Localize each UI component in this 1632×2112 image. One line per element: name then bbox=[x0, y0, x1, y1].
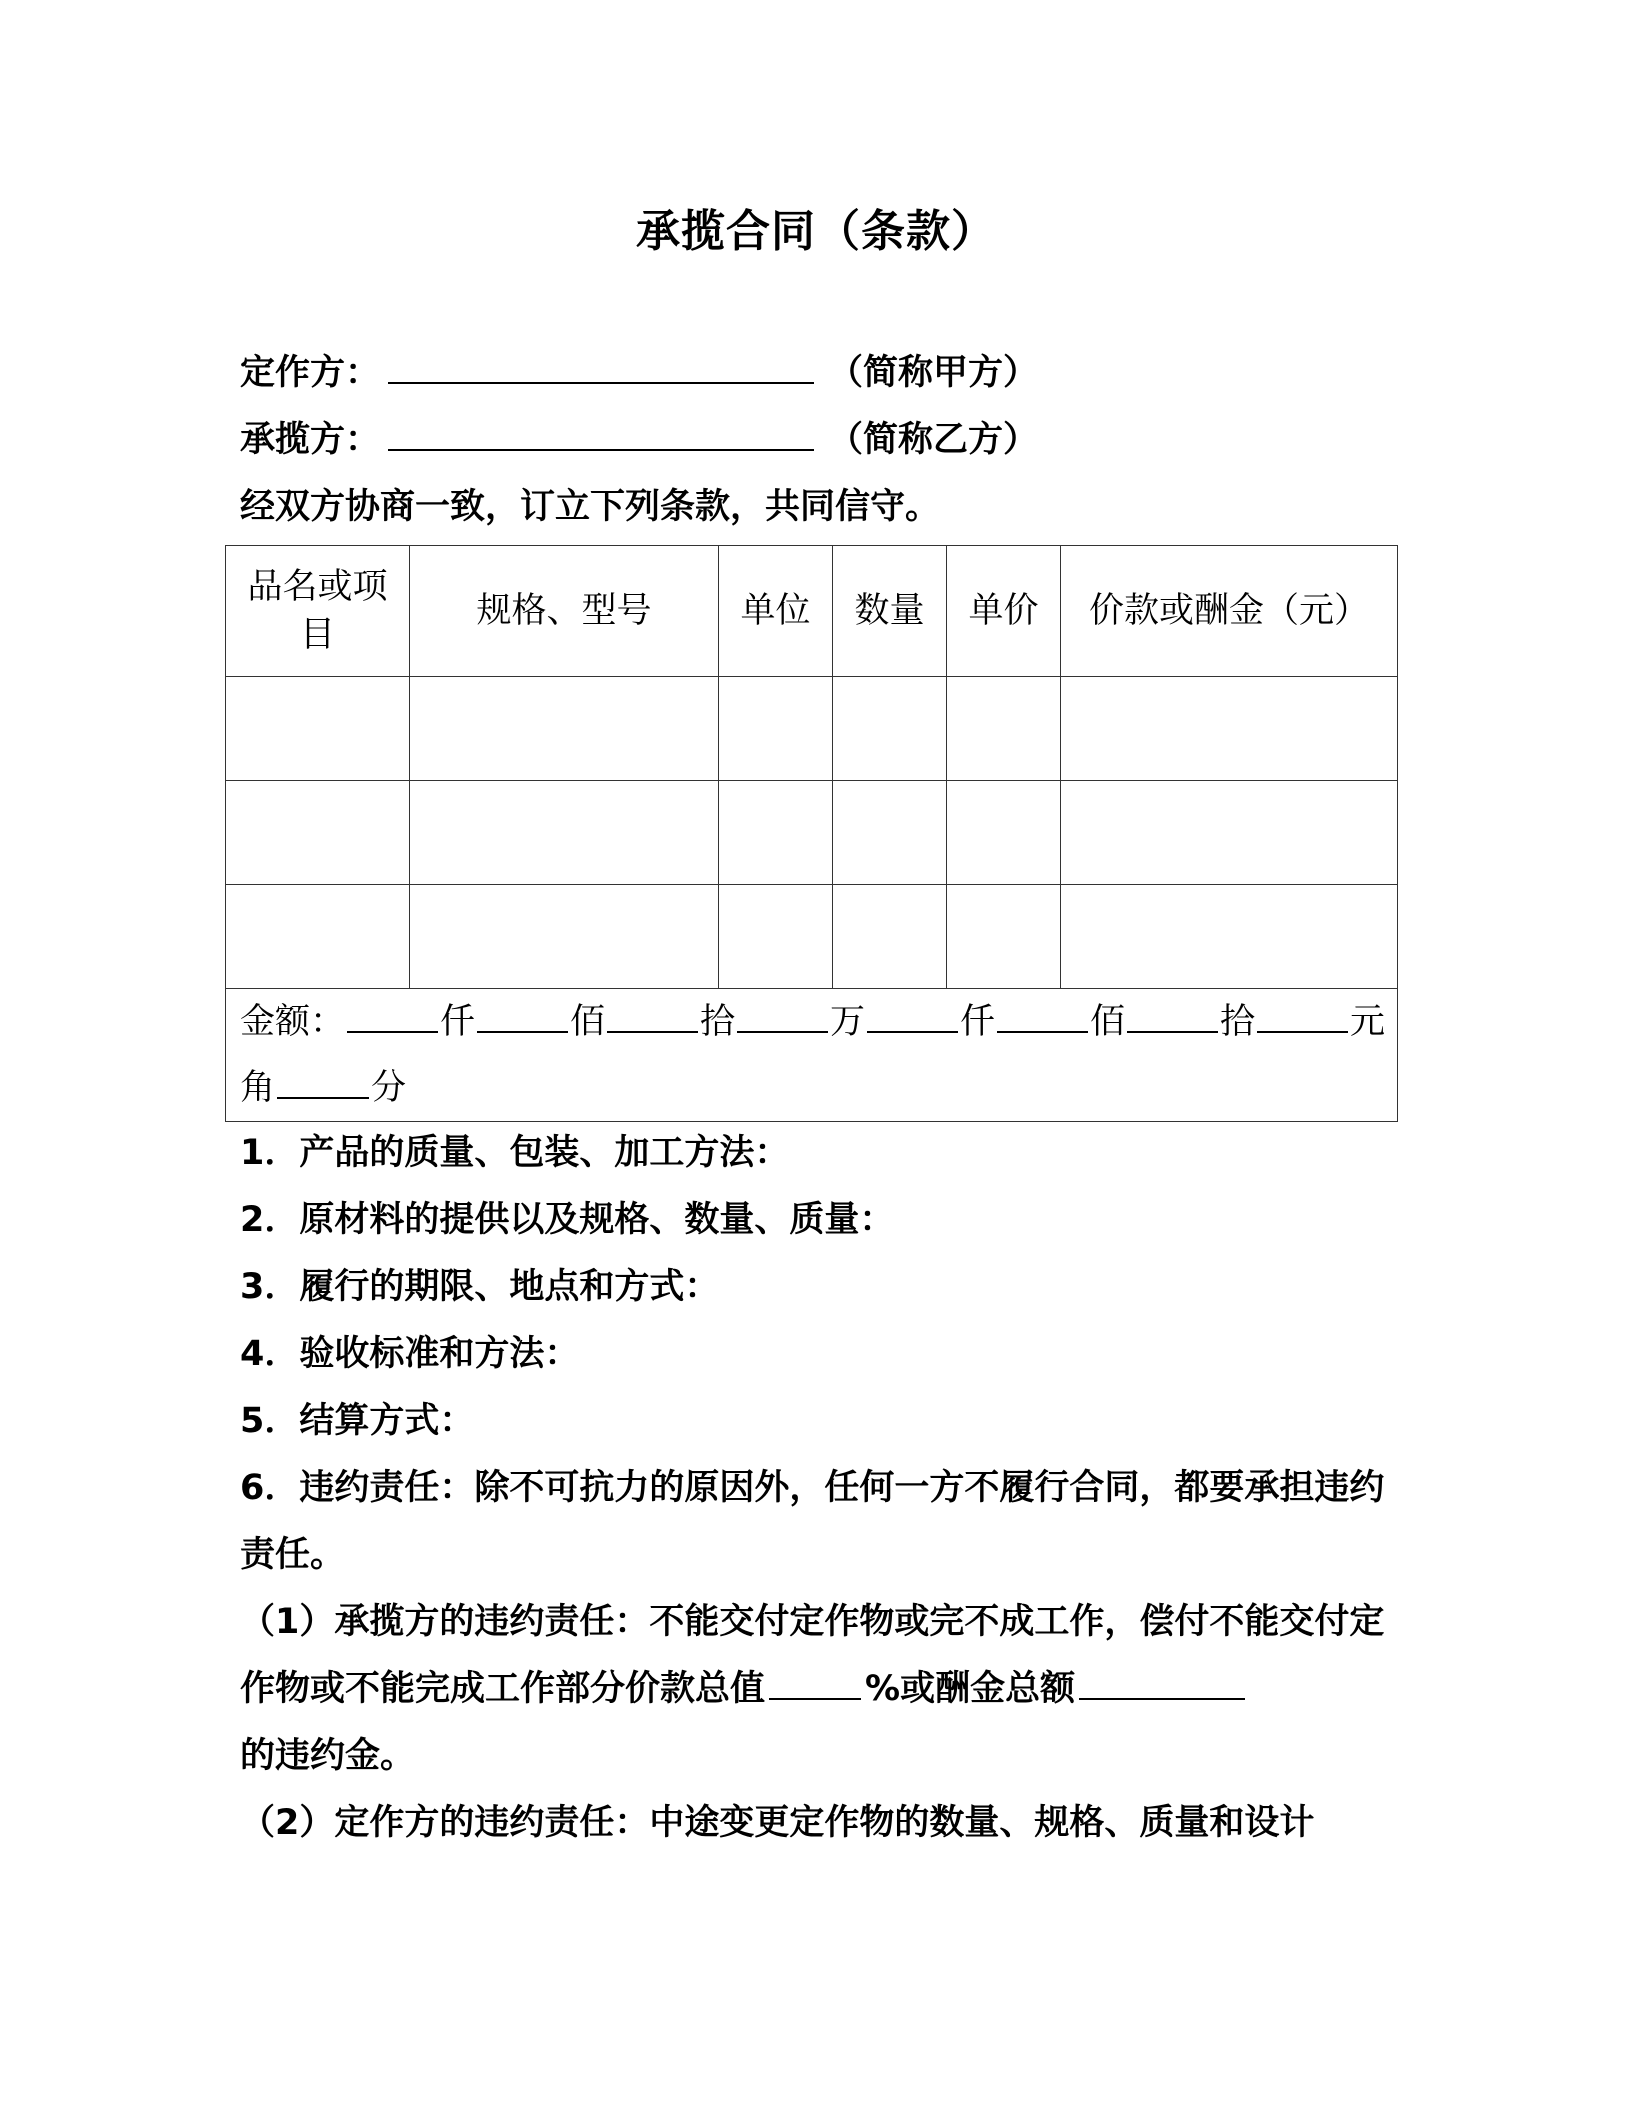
table-cell[interactable] bbox=[947, 677, 1061, 781]
amount-blank[interactable] bbox=[1127, 1030, 1218, 1033]
percentage-blank[interactable] bbox=[769, 1697, 861, 1700]
amount-blank[interactable] bbox=[1257, 1030, 1348, 1033]
table-row bbox=[226, 885, 1398, 989]
clause-6-1-text-c: 的违约金。 bbox=[240, 1736, 416, 1776]
total-remuneration-blank[interactable] bbox=[1079, 1697, 1245, 1700]
amount-unit: 角 bbox=[240, 1068, 276, 1108]
clause-6-2: （2）定作方的违约责任：中途变更定作物的数量、规格、质量和设计 bbox=[240, 1803, 1315, 1843]
contractor-abbr: （简称乙方） bbox=[828, 420, 1039, 460]
items-table bbox=[225, 545, 1398, 1122]
client-label: 定作方： bbox=[240, 353, 381, 393]
table-cell[interactable] bbox=[1061, 781, 1398, 885]
table-cell[interactable] bbox=[719, 885, 833, 989]
table-cell[interactable] bbox=[833, 885, 947, 989]
amount-line-2 bbox=[240, 1055, 1385, 1121]
table-cell[interactable] bbox=[833, 781, 947, 885]
table-cell[interactable] bbox=[1061, 677, 1398, 781]
client-line bbox=[240, 345, 1038, 395]
header-item-name: 品名或项目 bbox=[226, 546, 410, 677]
amount-unit: 拾 bbox=[1220, 1002, 1256, 1042]
clause-1: 1．产品的质量、包装、加工方法： bbox=[240, 1133, 790, 1173]
contractor-name-blank[interactable] bbox=[388, 448, 814, 451]
amount-blank[interactable] bbox=[477, 1030, 568, 1033]
table-cell[interactable] bbox=[410, 677, 719, 781]
amount-unit: 分 bbox=[371, 1068, 407, 1108]
table-cell[interactable] bbox=[719, 677, 833, 781]
clause-2: 2．原材料的提供以及规格、数量、质量： bbox=[240, 1200, 895, 1240]
amount-unit: 元 bbox=[1350, 1002, 1386, 1042]
amount-unit: 拾 bbox=[700, 1002, 736, 1042]
clause-4: 4．验收标准和方法： bbox=[240, 1334, 580, 1374]
clause-5: 5．结算方式： bbox=[240, 1401, 475, 1441]
contractor-line bbox=[240, 412, 1038, 462]
header-spec: 规格、型号 bbox=[410, 546, 719, 677]
clause-6: 6．违约责任：除不可抗力的原因外，任何一方不履行合同，都要承担违约责任。 bbox=[240, 1468, 1385, 1575]
table-cell[interactable] bbox=[833, 677, 947, 781]
amount-cell bbox=[226, 989, 1398, 1122]
client-abbr: （简称甲方） bbox=[828, 353, 1039, 393]
table-cell[interactable] bbox=[226, 885, 410, 989]
amount-blank[interactable] bbox=[737, 1030, 828, 1033]
table-cell[interactable] bbox=[410, 781, 719, 885]
amount-blank[interactable] bbox=[607, 1030, 698, 1033]
preamble: 经双方协商一致，订立下列条款，共同信守。 bbox=[240, 487, 941, 527]
amount-blank[interactable] bbox=[277, 1096, 369, 1099]
clause-6-1-text-a: （1）承揽方的违约责任：不能交付定作物或完不成工作，偿付不能交付定作物或不能完成工作部分价款总值 bbox=[240, 1602, 1385, 1709]
amount-blank[interactable] bbox=[997, 1030, 1088, 1033]
amount-unit: 仟 bbox=[960, 1002, 996, 1042]
client-name-blank[interactable] bbox=[388, 381, 814, 384]
table-row bbox=[226, 781, 1398, 885]
clause-6-1-text-b: %或酬金总额 bbox=[865, 1669, 1076, 1709]
document-title: 承揽合同（条款） bbox=[636, 206, 996, 257]
clause-3: 3．履行的期限、地点和方式： bbox=[240, 1267, 720, 1307]
contractor-label: 承揽方： bbox=[240, 420, 381, 460]
clause-6-1 bbox=[240, 1589, 1390, 1790]
amount-unit: 万 bbox=[830, 1002, 866, 1042]
table-cell[interactable] bbox=[719, 781, 833, 885]
amount-row bbox=[226, 989, 1398, 1122]
table-cell[interactable] bbox=[226, 781, 410, 885]
header-quantity: 数量 bbox=[833, 546, 947, 677]
amount-unit: 仟 bbox=[440, 1002, 476, 1042]
table-cell[interactable] bbox=[947, 781, 1061, 885]
amount-line-1 bbox=[240, 989, 1385, 1055]
table-row bbox=[226, 677, 1398, 781]
amount-label: 金额： bbox=[240, 1002, 346, 1042]
table-header-row bbox=[226, 546, 1398, 677]
table-cell[interactable] bbox=[226, 677, 410, 781]
header-unit-price: 单价 bbox=[947, 546, 1061, 677]
header-total: 价款或酬金（元） bbox=[1061, 546, 1398, 677]
amount-blank[interactable] bbox=[347, 1030, 438, 1033]
amount-blank[interactable] bbox=[867, 1030, 958, 1033]
header-unit: 单位 bbox=[719, 546, 833, 677]
amount-unit: 佰 bbox=[570, 1002, 606, 1042]
table-cell[interactable] bbox=[947, 885, 1061, 989]
amount-unit: 佰 bbox=[1090, 1002, 1126, 1042]
table-cell[interactable] bbox=[1061, 885, 1398, 989]
table-cell[interactable] bbox=[410, 885, 719, 989]
